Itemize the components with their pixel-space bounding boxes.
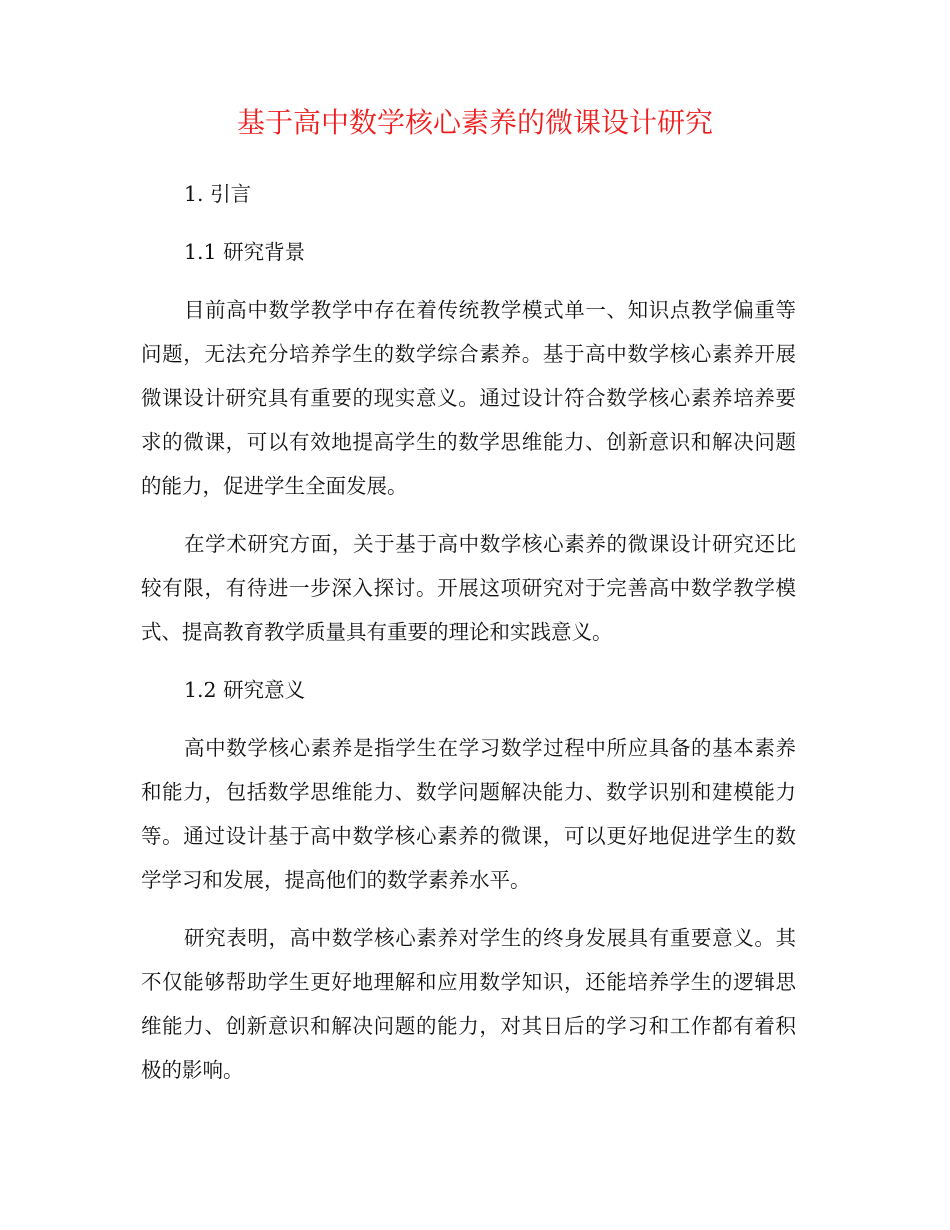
paragraph-background-1: 目前高中数学教学中存在着传统教学模式单一、知识点教学偏重等问题，无法充分培养学生的数学综合素养。基于高中数学核心素养开展微课设计研究具有重要的现实意义。通过设计符合数学核心素养培养要求的微课，可以有效地提高学生的数学思维能力、创新意识和解决问题的能力，促进学生全面发展。 bbox=[141, 298, 796, 498]
subsection-heading-background: 1.1 研究背景 bbox=[184, 240, 306, 264]
paragraph-background-2: 在学术研究方面，关于基于高中数学核心素养的微课设计研究还比较有限，有待进一步深入探讨。开展这项研究对于完善高中数学教学模式、提高教育教学质量具有重要的理论和实践意义。 bbox=[141, 532, 796, 644]
section-heading-introduction: 1. 引言 bbox=[184, 182, 252, 206]
paragraph-significance-2: 研究表明，高中数学核心素养对学生的终身发展具有重要意义。其不仅能够帮助学生更好地理解和应用数学知识，还能培养学生的逻辑思维能力、创新意识和解决问题的能力，对其日后的学习和工作都有着积极的影响。 bbox=[141, 926, 796, 1082]
paragraph-significance-1: 高中数学核心素养是指学生在学习数学过程中所应具备的基本素养和能力，包括数学思维能力、数学问题解决能力、数学识别和建模能力等。通过设计基于高中数学核心素养的微课，可以更好地促进学生的数学学习和发展，提高他们的数学素养水平。 bbox=[141, 736, 796, 892]
subsection-heading-significance: 1.2 研究意义 bbox=[184, 678, 306, 702]
document-title: 基于高中数学核心素养的微课设计研究 bbox=[236, 106, 713, 139]
document-body bbox=[141, 172, 796, 1106]
